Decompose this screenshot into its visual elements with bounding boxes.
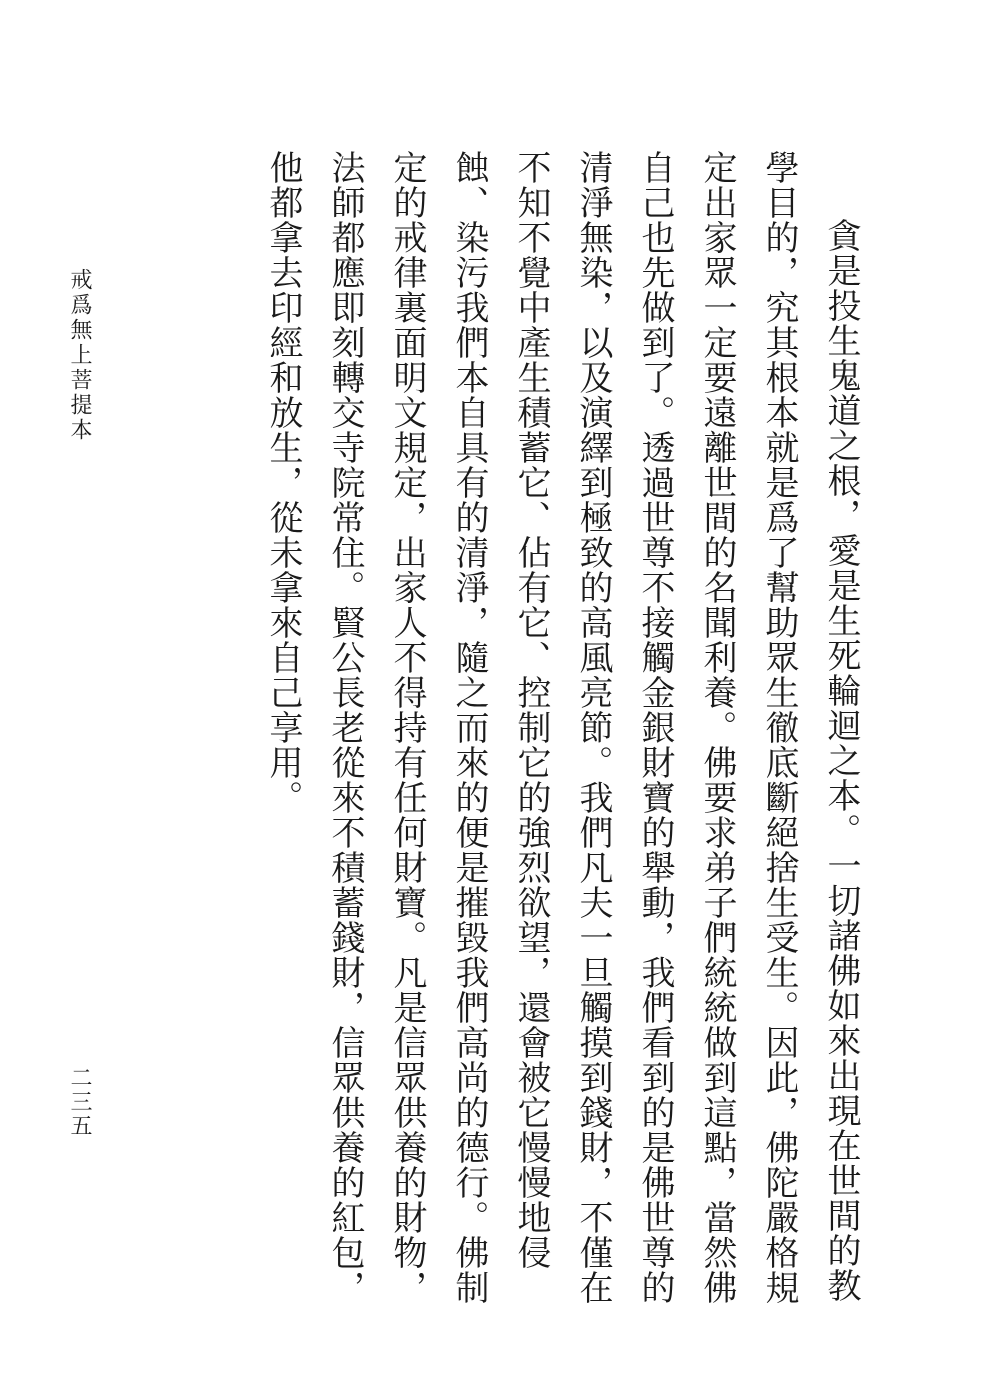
page-number: 二三五	[67, 1066, 92, 1138]
running-title: 戒爲無上菩提本	[67, 268, 92, 443]
body-text	[252, 150, 872, 1310]
paragraph: 貪是投生鬼道之根，愛是生死輪迴之本。一切諸佛如來出現在世間的教學目的，究其根本就是爲了幫助眾生徹底斷絕捨生受生。因此，佛陀嚴格規定出家眾一定要遠離世間的名聞利養。佛要求弟子們統統做到這點，當然佛自己也先做到了。透過世尊不接觸金銀財寶的舉動，我們看到的是佛世尊的清淨無染，以及演繹到極致的高風亮節。我們凡夫一旦觸摸到錢財，不僅在不知不覺中產生積蓄它、佔有它、控制它的強烈欲望，還會被它慢慢地侵蝕、染污我們本自具有的清淨，隨之而來的便是摧毀我們高尚的德行。佛制定的戒律裏面明文規定，出家人不得持有任何財寶。凡是信眾供養的財物，法師都應即刻轉交寺院常住。賢公長老從來不積蓄錢財，信眾供養的紅包，他都拿去印經和放生，從未拿來自己享用。	[263, 150, 861, 1305]
